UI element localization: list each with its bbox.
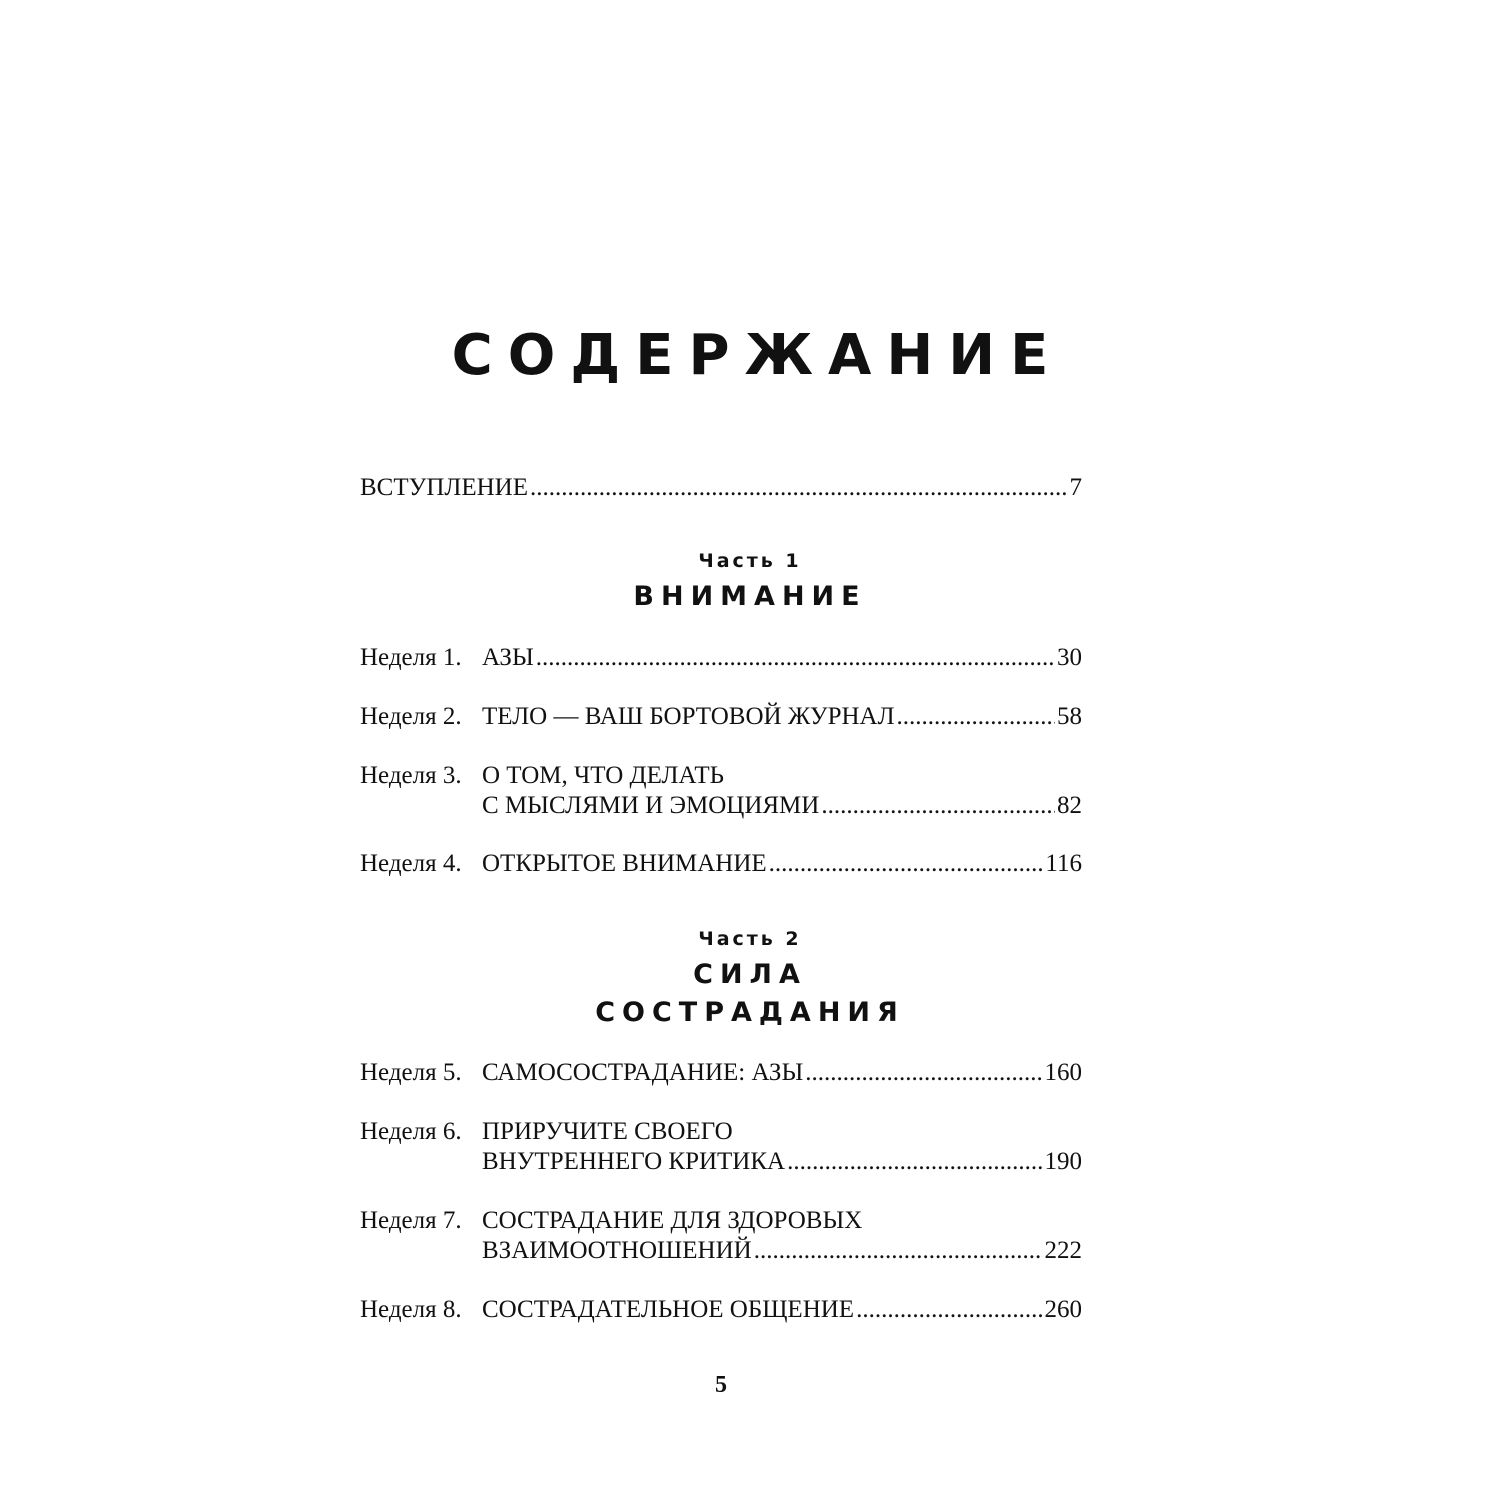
toc-entry-intro[interactable] <box>360 473 1082 503</box>
part-2-title-line-1: СИЛА <box>693 959 807 990</box>
dot-leader <box>530 473 1068 503</box>
toc-entry-week: Неделя 8. <box>360 1296 462 1323</box>
toc-entry-week: Неделя 2. <box>360 703 462 730</box>
toc-entry-page: 82 <box>1057 792 1082 819</box>
dot-leader <box>754 1236 1043 1266</box>
toc-entry-page: 58 <box>1057 703 1082 730</box>
toc-entry-week-8[interactable] <box>360 1295 1082 1325</box>
part-2-title-line-2: СОСТРАДАНИЯ <box>595 997 905 1028</box>
toc-entry-title: ПРИРУЧИТЕ СВОЕГО <box>482 1118 733 1145</box>
toc-entry-title-continued: ВНУТРЕННЕГО КРИТИКА <box>482 1148 786 1175</box>
toc-entry-title: ТЕЛО — ВАШ БОРТОВОЙ ЖУРНАЛ <box>482 703 895 730</box>
toc-entry-week-2[interactable] <box>360 702 1082 732</box>
dot-leader <box>856 1295 1042 1325</box>
page-number: 5 <box>715 1372 727 1398</box>
toc-entry-week-1[interactable] <box>360 643 1082 673</box>
page-title: СОДЕРЖАНИЕ <box>451 323 1064 388</box>
dot-leader <box>536 643 1055 673</box>
toc-entry-page: 222 <box>1044 1237 1082 1264</box>
toc-entry-week-5[interactable] <box>360 1058 1082 1088</box>
toc-entry-page: 190 <box>1044 1148 1082 1175</box>
toc-entry-week-4[interactable] <box>360 849 1082 879</box>
dot-leader <box>769 849 1044 879</box>
toc-entry-title-continued: С МЫСЛЯМИ И ЭМОЦИЯМИ <box>482 792 820 819</box>
toc-entry-page: 160 <box>1044 1059 1082 1086</box>
toc-entry-page: 116 <box>1045 850 1082 877</box>
toc-entry-week-3[interactable] <box>360 761 1082 821</box>
toc-entry-page: 7 <box>1069 474 1082 501</box>
toc-entry-week: Неделя 5. <box>360 1059 462 1086</box>
toc-entry-title: СОСТРАДАНИЕ ДЛЯ ЗДОРОВЫХ <box>482 1207 863 1234</box>
toc-entry-week: Неделя 4. <box>360 850 462 877</box>
toc-entry-title: ВСТУПЛЕНИЕ <box>360 474 528 501</box>
toc-entry-week-6[interactable] <box>360 1117 1082 1177</box>
part-1-label: Часть 1 <box>698 550 802 572</box>
toc-entry-title-continued: ВЗАИМООТНОШЕНИЙ <box>482 1237 752 1264</box>
dot-leader <box>805 1058 1042 1088</box>
toc-entry-week: Неделя 6. <box>360 1118 462 1145</box>
toc-entry-title: АЗЫ <box>482 644 534 671</box>
toc-entry-week: Неделя 7. <box>360 1207 462 1234</box>
toc-entry-week: Неделя 1. <box>360 644 462 671</box>
toc-entry-title: САМОСОСТРАДАНИЕ: АЗЫ <box>482 1059 804 1086</box>
dot-leader <box>787 1147 1042 1177</box>
toc-entry-title: СОСТРАДАТЕЛЬНОЕ ОБЩЕНИЕ <box>482 1296 855 1323</box>
part-2-label: Часть 2 <box>698 928 802 950</box>
dot-leader <box>821 791 1055 821</box>
part-1-title: ВНИМАНИЕ <box>633 581 867 612</box>
toc-entry-title: О ТОМ, ЧТО ДЕЛАТЬ <box>482 762 724 789</box>
toc-entry-page: 30 <box>1057 644 1082 671</box>
dot-leader <box>897 702 1055 732</box>
toc-entry-page: 260 <box>1044 1296 1082 1323</box>
toc-entry-title: ОТКРЫТОЕ ВНИМАНИЕ <box>482 850 767 877</box>
toc-entry-week-7[interactable] <box>360 1206 1082 1266</box>
toc-entry-week: Неделя 3. <box>360 762 462 789</box>
